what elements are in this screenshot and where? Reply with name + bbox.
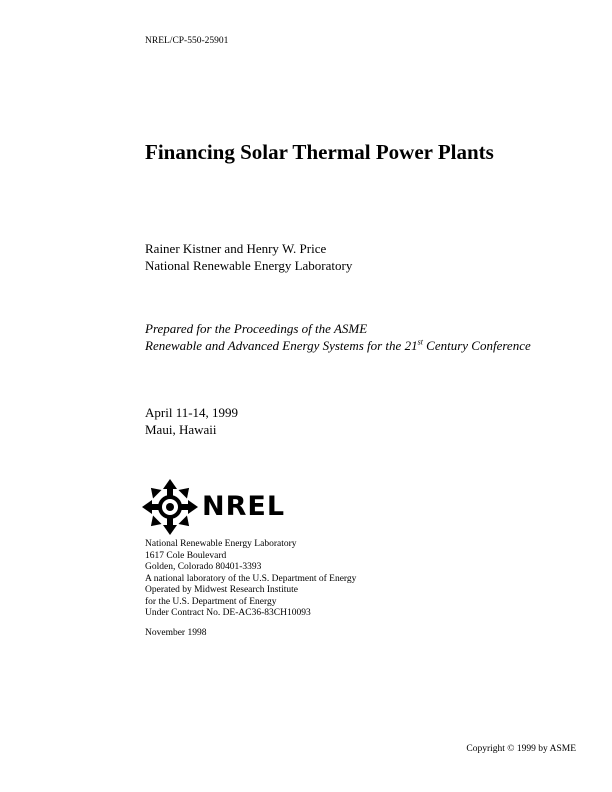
conference-info: [145, 404, 238, 438]
lab-info-line: A national laboratory of the U.S. Department of Energy: [145, 573, 357, 584]
publication-date: November 1998: [145, 628, 207, 638]
prepared-line-1: Prepared for the Proceedings of the ASME: [145, 321, 368, 336]
prepared-line-2-end: Century Conference: [422, 338, 531, 353]
prepared-for-block: [145, 320, 531, 354]
author-names: Rainer Kistner and Henry W. Price: [145, 241, 327, 256]
prepared-line-2: [145, 337, 531, 354]
lab-info-line: Operated by Midwest Research Institute: [145, 585, 299, 595]
nrel-logo-text: NREL: [202, 491, 286, 522]
lab-info-line: 1617 Cole Boulevard: [145, 550, 227, 561]
nrel-logo: [140, 477, 286, 537]
lab-info-line: National Renewable Energy Laboratory: [145, 539, 297, 549]
conference-dates: April 11-14, 1999: [145, 405, 239, 420]
lab-info-block: [145, 539, 356, 620]
authors-block: [145, 240, 352, 274]
prepared-line-2-text: Renewable and Advanced Energy Systems for the 21: [145, 338, 418, 353]
conference-location: Maui, Hawaii: [145, 422, 217, 437]
author-affiliation: National Renewable Energy Laboratory: [145, 258, 353, 273]
ordinal-superscript: st: [417, 337, 423, 347]
lab-info-line: Golden, Colorado 80401-3393: [145, 562, 262, 572]
copyright-notice: Copyright © 1999 by ASME: [466, 744, 576, 754]
report-number: NREL/CP-550-25901: [145, 36, 229, 46]
lab-info-line: for the U.S. Department of Energy: [145, 596, 277, 607]
lab-info-line: Under Contract No. DE-AC36-83CH10093: [145, 608, 311, 618]
document-title: Financing Solar Thermal Power Plants: [145, 140, 494, 164]
